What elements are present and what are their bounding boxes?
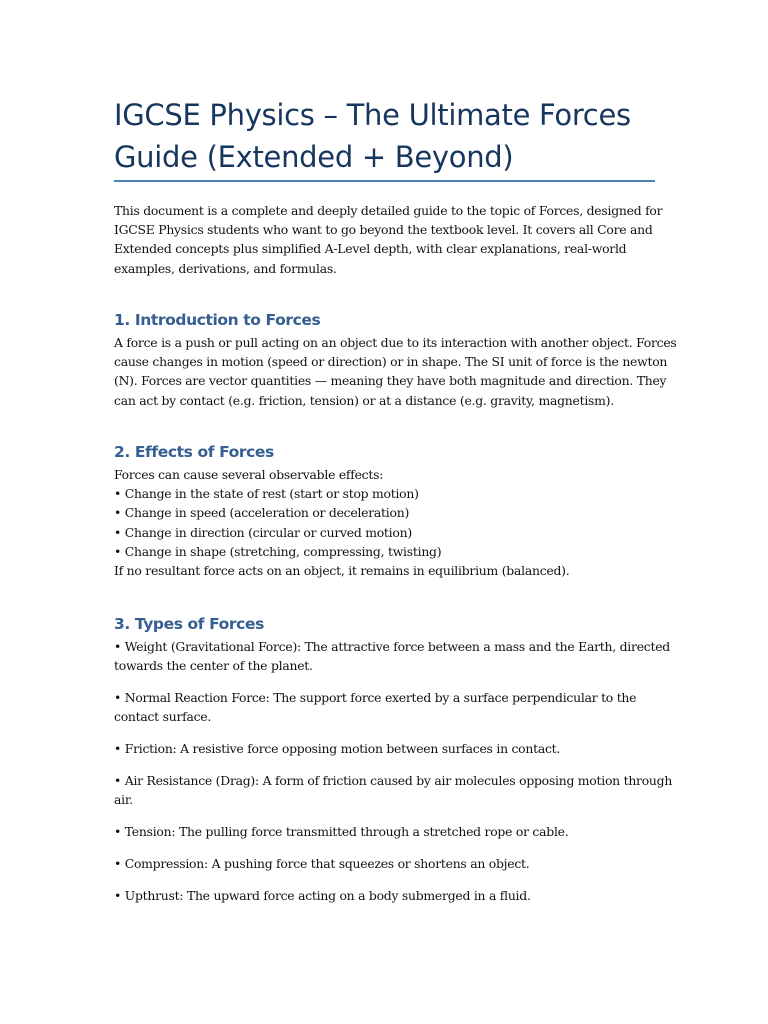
paragraph-line: A force is a push or pull acting on an object due to its interaction with another object. Forces — [114, 335, 677, 350]
section-heading-introduction: 1. Introduction to Forces — [114, 311, 321, 329]
intro-line: examples, derivations, and formulas. — [114, 260, 337, 276]
title-line-1: IGCSE Physics – The Ultimate Forces — [114, 98, 631, 132]
section-heading-effects: 2. Effects of Forces — [114, 443, 274, 461]
effects-bullet: • Change in the state of rest (start or stop motion) — [114, 486, 419, 502]
force-type-line: contact surface. — [114, 709, 212, 725]
paragraph-line: cause changes in motion (speed or direction) or in shape. The SI unit of force is the newton — [114, 354, 668, 370]
force-type-line: towards the center of the planet. — [114, 658, 313, 674]
effects-line: Forces can cause several observable effects: — [114, 467, 384, 482]
effects-bullet: • Change in shape (stretching, compressing, twisting) — [114, 543, 442, 559]
intro-line: This document is a complete and deeply detailed guide to the topic of Forces, designed for — [114, 203, 663, 218]
section-heading-types: 3. Types of Forces — [114, 615, 264, 633]
effects-bullet: • Change in direction (circular or curved motion) — [114, 524, 412, 540]
force-type-item — [114, 771, 673, 809]
effects-line: If no resultant force acts on an object, it remains in equilibrium (balanced). — [114, 563, 570, 579]
force-type-item — [114, 688, 656, 726]
force-type-item — [114, 854, 656, 873]
paragraph-line: (N). Forces are vector quantities — meaning they have both magnitude and direction. They — [114, 373, 667, 389]
intro-line: Extended concepts plus simplified A-Level depth, with clear explanations, real-world — [114, 241, 627, 257]
force-type-item — [114, 739, 656, 758]
force-type-line: air. — [114, 792, 133, 808]
intro-paragraph — [114, 201, 663, 278]
force-type-item — [114, 637, 670, 675]
force-type-line: • Air Resistance (Drag): A form of friction caused by air molecules opposing motion through — [114, 773, 673, 788]
introduction-paragraph — [114, 333, 677, 410]
effects-bullet: • Change in speed (acceleration or deceleration) — [114, 505, 410, 521]
force-type-line: • Tension: The pulling force transmitted through a stretched rope or cable. — [114, 824, 569, 839]
effects-paragraph — [114, 465, 656, 580]
force-type-item — [114, 886, 656, 905]
force-type-line: • Weight (Gravitational Force): The attractive force between a mass and the Earth, directed — [114, 639, 670, 654]
force-type-line: • Compression: A pushing force that squeezes or shortens an object. — [114, 856, 530, 871]
document-title — [114, 94, 656, 178]
force-type-item — [114, 822, 656, 841]
force-type-line: • Upthrust: The upward force acting on a body submerged in a fluid. — [114, 888, 531, 903]
force-type-line: • Friction: A resistive force opposing motion between surfaces in contact. — [114, 741, 561, 756]
title-underline-rule — [114, 180, 655, 182]
intro-line: IGCSE Physics students who want to go beyond the textbook level. It covers all Core and — [114, 222, 653, 238]
paragraph-line: can act by contact (e.g. friction, tension) or at a distance (e.g. gravity, magnetism). — [114, 392, 614, 408]
title-line-2: Guide (Extended + Beyond) — [114, 140, 514, 174]
force-type-line: • Normal Reaction Force: The support force exerted by a surface perpendicular to the — [114, 690, 637, 705]
